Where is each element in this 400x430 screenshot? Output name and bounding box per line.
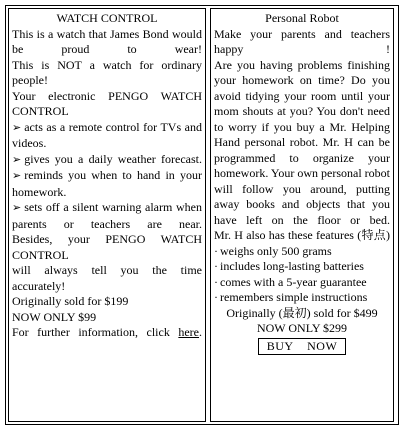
watch-feature-item: ➢ acts as a remote control for TVs and videos. xyxy=(12,119,202,150)
buy-now-label: BUY NOW xyxy=(266,338,338,353)
watch-feature-item: ➢ sets off a silent warning alarm when parents or teachers are near. xyxy=(12,200,202,231)
watch-time: will always tell you the time accurately! xyxy=(12,263,202,293)
personal-robot-column xyxy=(210,8,394,422)
arrow-bullet-icon: ➢ xyxy=(12,121,22,134)
watch-intro-2: This is NOT a watch for ordinary people! xyxy=(12,57,202,87)
dot-bullet-icon: · xyxy=(214,259,218,273)
dot-bullet-icon: · xyxy=(214,290,218,304)
robot-original-price: Originally (最初) sold for $499 xyxy=(226,305,378,320)
watch-intro-3: Your electronic PENGO WATCH CONTROL xyxy=(12,88,202,118)
watch-now-price: NOW ONLY $99 xyxy=(12,309,97,324)
robot-title: Personal Robot xyxy=(265,11,339,25)
dot-bullet-icon: · xyxy=(214,243,218,258)
arrow-bullet-icon: ➢ xyxy=(12,170,22,182)
watch-besides: Besides, your PENGO WATCH CONTROL xyxy=(12,232,202,262)
watch-original-price: Originally sold for $199 xyxy=(12,294,129,308)
watch-feature-item: ➢ reminds you when to hand in your homework. xyxy=(12,168,202,199)
arrow-bullet-icon: ➢ xyxy=(12,202,22,214)
dot-bullet-icon: · xyxy=(214,274,218,289)
watch-title: WATCH CONTROL xyxy=(56,11,158,25)
robot-feature-item: · remembers simple instructions xyxy=(214,290,368,304)
watch-feature-item: ➢ gives you a daily weather forecast. xyxy=(12,151,202,166)
advert-frame xyxy=(5,5,399,425)
robot-feature-item: · weighs only 500 grams xyxy=(214,243,332,258)
buy-now-button[interactable] xyxy=(258,338,347,355)
buy-now-wrap xyxy=(214,338,390,355)
robot-paragraph-3: Mr. H also has these features (特点) xyxy=(214,228,390,242)
robot-paragraph-2: Are you having problems finishing your homework on time? Do you avoid tidying your room until your mom shouts at you? You don't need to worry if you buy a Mr. Helping Hand personal robot. Mr. H can be programmed to organize your homework. Your own personal robot will follow you around, putting away books and objects that you have left on the floor or bed. xyxy=(214,57,390,227)
robot-paragraph-1: Make your parents and teachers happy ! xyxy=(214,26,390,56)
watch-info: For further information, click here. xyxy=(12,325,202,339)
robot-now-price: NOW ONLY $299 xyxy=(256,321,348,335)
watch-intro-1: This is a watch that James Bond would be proud to wear! xyxy=(12,26,202,56)
robot-feature-item: · includes long-lasting batteries xyxy=(214,259,364,273)
arrow-bullet-icon: ➢ xyxy=(12,153,22,166)
robot-feature-item: · comes with a 5-year guarantee xyxy=(214,274,367,289)
here-link[interactable]: here xyxy=(178,325,199,339)
watch-control-column xyxy=(8,8,206,422)
